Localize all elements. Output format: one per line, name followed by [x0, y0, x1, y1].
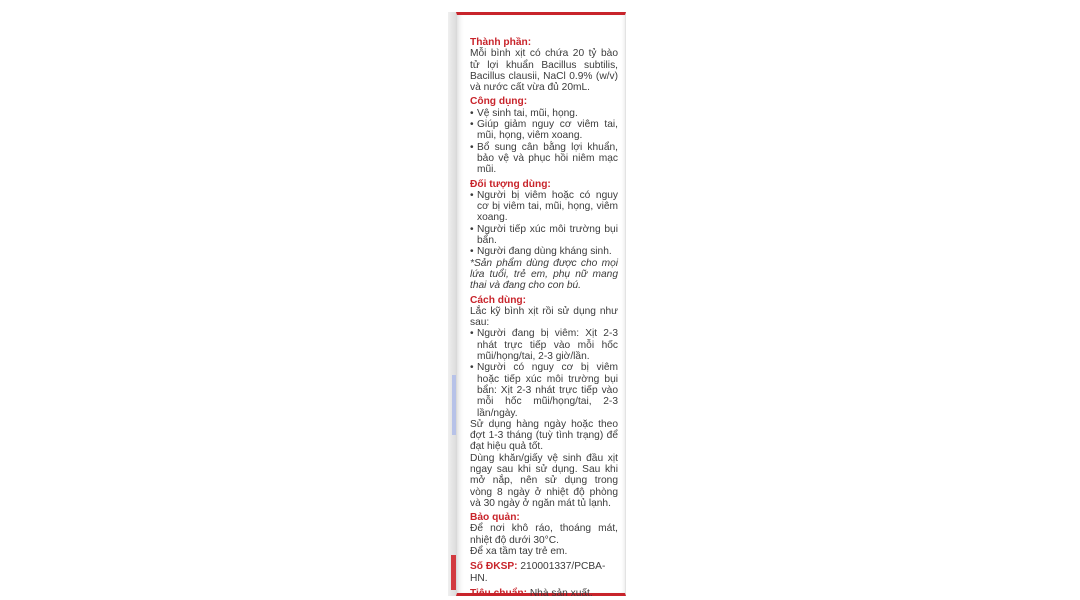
- standard-row: [470, 588, 618, 599]
- target-item: • Người tiếp xúc môi trường bụi bẩn.: [470, 224, 618, 247]
- usage-daily: Sử dụng hàng ngày hoặc theo đợt 1-3 tháng (tuỳ tình trạng) để đạt hiệu quả tốt.: [470, 418, 618, 453]
- uses-heading: Công dụng:: [470, 96, 528, 108]
- uses-list: [470, 108, 618, 176]
- uses-item: • Vệ sinh tai, mũi, họng.: [470, 108, 618, 119]
- uses-item: • Giúp giảm nguy cơ viêm tai, mũi, họng, viêm xoang.: [470, 119, 618, 142]
- ingredients-heading: Thành phần:: [470, 37, 532, 48]
- registration-value: 210001337/PCBA-HN.: [470, 561, 606, 584]
- storage-text-2: Để xa tầm tay trẻ em.: [470, 546, 568, 558]
- usage-list: [470, 328, 618, 418]
- target-item: • Người đang dùng kháng sinh.: [470, 246, 618, 257]
- storage-text: Để nơi khô ráo, thoáng mát, nhiệt độ dưới 30°C.: [470, 523, 618, 546]
- standard-label: Tiêu chuẩn:: [470, 587, 527, 599]
- target-item: • Người bị viêm hoặc có nguy cơ bị viêm tai, mũi, họng, viêm xoang.: [470, 190, 618, 224]
- target-list: [470, 190, 618, 258]
- usage-heading: Cách dùng:: [470, 294, 527, 306]
- ingredients-text: Mỗi bình xịt có chứa 20 tỷ bào tử lợi khuẩn Bacillus subtilis, Bacillus clausii, NaCl 0.9% (w/v) và nước cất vừa đủ 20mL.: [470, 48, 618, 94]
- usage-item: • Người có nguy cơ bị viêm hoặc tiếp xúc môi trường bụi bẩn: Xịt 2-3 nhát trực tiếp vào mỗi hốc mũi/họng/tai, 2-3 lần/ngày.: [470, 362, 618, 418]
- usage-after: Dùng khăn/giấy vệ sinh đầu xịt ngay sau khi sử dụng. Sau khi mở nắp, nên sử dụng trong vòng 8 ngày ở nhiệt độ phòng và 30 ngày ở ngăn mát tủ lạnh.: [470, 452, 618, 509]
- registration-row: [470, 561, 618, 584]
- target-heading: Đối tượng dùng:: [470, 178, 551, 190]
- box-side-edge: [448, 12, 456, 596]
- label-content: [470, 37, 618, 599]
- standard-value: Nhà sản xuất.: [529, 587, 593, 599]
- uses-item: • Bổ sung cân bằng lợi khuẩn, bảo vệ và phục hồi niêm mạc mũi.: [470, 142, 618, 176]
- target-note: *Sản phẩm dùng được cho mọi lứa tuổi, trẻ em, phụ nữ mang thai và đang cho con bú.: [470, 257, 618, 292]
- usage-intro: Lắc kỹ bình xịt rồi sử dụng như sau:: [470, 305, 618, 329]
- storage-heading: Bảo quản:: [470, 512, 520, 524]
- registration-label: Số ĐKSP:: [470, 561, 518, 573]
- usage-item: • Người đang bị viêm: Xịt 2-3 nhát trực tiếp vào mỗi hốc mũi/họng/tai, 2-3 giờ/lần.: [470, 328, 618, 362]
